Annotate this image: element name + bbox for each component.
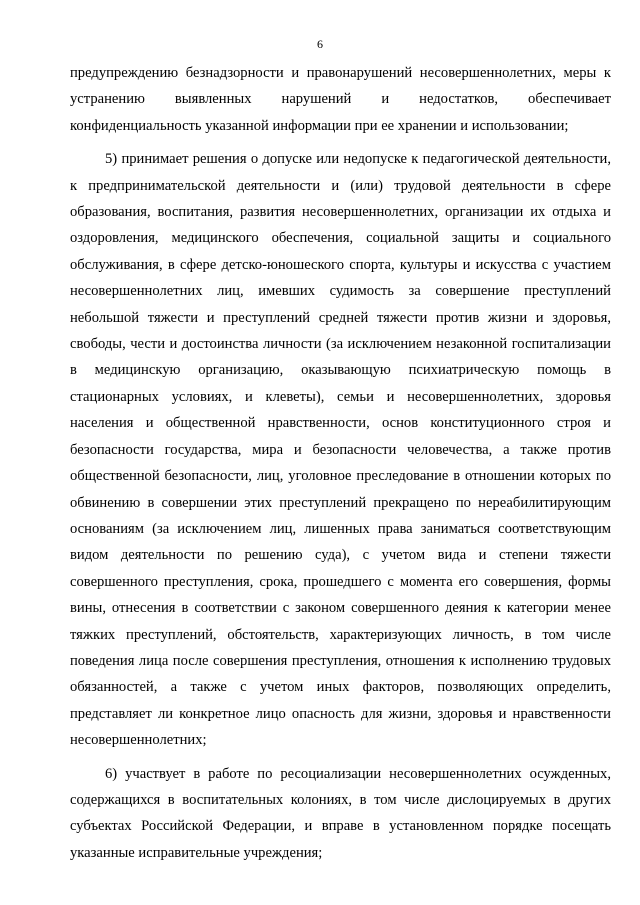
paragraph-item-5: 5) принимает решения о допуске или недопуске к педагогической деятельности, к предпринимательской деятельности и (или) трудовой деятельности в сфере образования, воспитания, развития несовершеннолетних, организации их отдыха и оздоровления, медицинского обеспечения, социальной защиты и социального обслуживания, в сфере детско-юношеского спорта, культуры и искусства с участием несовершеннолетних лиц, имевших судимость за совершение преступлений небольшой тяжести и преступлений средней тяжести против жизни и здоровья, свободы, чести и достоинства личности (за исключением незаконной госпитализации в медицинскую организацию, оказывающую психиатрическую помощь в стационарных условиях, и клеветы), семьи и несовершеннолетних, здоровья населения и общественной нравственности, основ конституционного строя и безопасности государства, мира и безопасности человечества, а также против общественной безопасности, лиц, уголовное преследование в отношении которых по обвинению в совершении этих преступлений прекращено по нереабилитирующим основаниям (за исключением лиц, лишенных права заниматься соответствующим видом деятельности по решению суда), с учетом вида и степени тяжести совершенного преступления, срока, прошедшего с момента его совершения, формы вины, отнесения в соответствии с законом совершенного деяния к категории менее тяжких преступлений, обстоятельств, характеризующих личность, в том числе поведения лица после совершения преступления, отношения к исполнению трудовых обязанностей, а также с учетом иных факторов, позволяющих определить, представляет ли конкретное лицо опасность для жизни, здоровья и нравственности несовершеннолетних; xyxy=(70,151,611,749)
paragraph-item-6: 6) участвует в работе по ресоциализации несовершеннолетних осужденных, содержащихся в воспитательных колониях, в том числе дислоцируемых в других субъектах Российской Федерации, и вправе в установленном порядке посещать указанные исправительные учреждения; xyxy=(70,765,611,861)
document-body xyxy=(70,60,611,873)
paragraph-continuation: предупреждению безнадзорности и правонарушений несовершеннолетних, меры к устранению выявленных нарушений и недостатков, обеспечивает конфиденциальность указанной информации при ее хранении и использовании; xyxy=(70,65,611,134)
page-number: 6 xyxy=(317,37,323,51)
